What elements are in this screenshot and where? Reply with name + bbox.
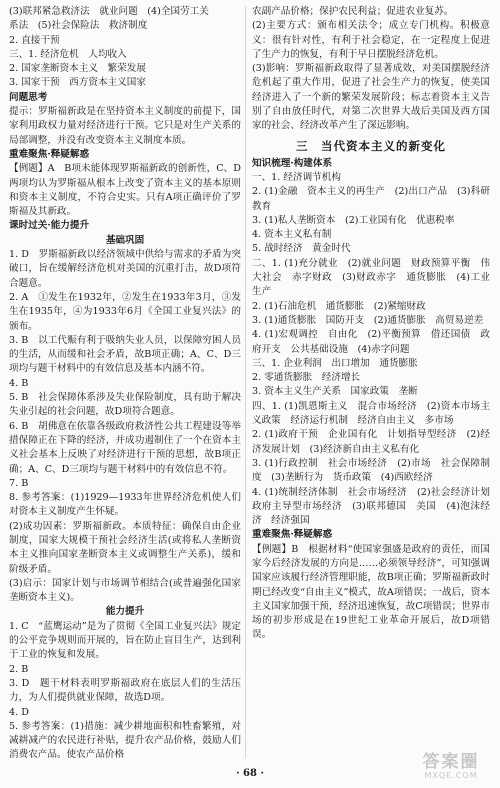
- answer-item: 2. (1)石油危机 通货膨胀 (2)紧缩财政: [252, 300, 426, 312]
- heading-key-points: 重难聚焦·释疑解惑: [9, 148, 90, 160]
- text-line: 农副产品价格；保护农民利益；促进农业复苏。: [252, 6, 454, 17]
- paragraph: (2)主要方式：颁布相关法令；成立专门机构。积极意义：很有针对性，有利于社会稳定，在一定程度上促进了生产力的恢复，有利于早日摆脱经济危机。: [252, 20, 490, 60]
- heading-knowledge: 知识梳理·构建体系: [252, 157, 333, 169]
- answer-item: 5. B 社会保障体系涉及失业保险制度，具有助于解决失业引起的社会问题，故D项符合题意。: [9, 392, 241, 418]
- answer-item: 5. 战时经济 黄金时代: [252, 243, 351, 255]
- answer-item: 3. (1)通货膨胀 国防开支 (2)通货膨胀 高贸易逆差: [252, 314, 484, 326]
- answer-item: 2. (1)金融 资本主义的再生产 (2)出口产品 (3)科研 教育: [252, 186, 500, 212]
- watermark-sub: MXQE.COM: [424, 771, 478, 780]
- answer-item: (2)成功因素：罗斯福新政。本质特征：确保自由企业制度，国家大规模干预社会经济生活(或将私人垄断资本主义推向国家垄断资本主义或调整生产关系)，缓和阶级矛盾。: [9, 520, 241, 575]
- subheading-ability: 能力提升: [105, 606, 145, 618]
- answer-item: 4. D: [9, 706, 29, 718]
- text-line: 三、1. 经济危机 人均收入: [9, 48, 127, 60]
- paragraph: 【例题】B 根据材料“使国家强盛是政府的责任，而国家今后经济发展的方向是……必须领导经济”，可知强调国家应该履行经济管理职能，故B项正确；罗斯福新政时期已经改变“自由主义”模式，故A项错误；一战后，资本主义国家加强干预，经济迅速恢复，故C项错误；世界市场的初步形成是在19世纪工业革命开展后，故D项错误。: [252, 543, 490, 641]
- answer-item: 4. (1)统制经济体制 社会市场经济 (2)社会经济计划 政府主导型市场经济 (3)联邦德国 美国 (4)泡沫经济 经济强国: [252, 486, 500, 527]
- subheading-basic: 基础巩固: [105, 234, 145, 246]
- answer-item: 4. 资本主义私有制: [252, 229, 332, 241]
- answer-item: 2. A ①发生在1932年，②发生在1933年3月，③发生在1935年，④为1933年6月《全国工业复兴法》的颁布。: [9, 291, 241, 332]
- text-line: (3)联邦紧急救济法 就业问题 (4)全国劳工关: [9, 6, 209, 17]
- answer-item: 3. 资本主义生产关系 国家政策 垄断: [252, 386, 418, 398]
- right-column: [252, 5, 500, 643]
- answer-item: 4. (1)宏观调控 自由化 (2)平衡预算 借还国债 政府开支 公共基础设施 (4)赤字问题: [252, 329, 490, 355]
- answer-item: 4. B: [9, 377, 29, 389]
- answer-item: 四、1. (1)凯恩斯主义 混合市场经济 (2)资本市场主义政策 经济运行机制 经济自由主义 多市场: [252, 400, 490, 427]
- heading-key-points: 重难聚焦·释疑解惑: [252, 529, 333, 541]
- answer-item: 三、1. 企业利润 出口增加 通货膨胀: [252, 357, 418, 369]
- answer-item: 3. B 以工代赈有利于吸纳失业人员，以保障穷困人员的生活，从而缓和社会矛盾，故B项正确；A、C、D三项均与题干材料中的有效信息及基本内涵不符。: [9, 334, 241, 375]
- text-line: 2. 国家垄断资本主义 繁荣发展: [9, 63, 146, 75]
- page-number: · 68 ·: [236, 768, 264, 779]
- answer-item: 5. 参考答案：(1)措施：减少耕地面积和牲畜繁殖，对减耕减产的农民进行补贴，提升农产品价格，鼓励人们消费农产品。使农产品价格: [9, 720, 241, 761]
- answer-item: 8. 参考答案：(1)1929—1933年世界经济危机使人们对资本主义制度产生怀疑。: [9, 492, 241, 518]
- answer-item: 3. (1)私人垄断资本 (2)工业国有化 优惠税率: [252, 214, 455, 226]
- watermark-logo: [408, 750, 494, 784]
- column-divider: [245, 6, 246, 758]
- answer-item: 3. (1)行政控制 社会市场经济 (2)市场 社会保障制度 (3)垄断行为 货币政策 (4)西欧经济: [252, 457, 490, 484]
- answer-item: 1. C “蓝鹰运动”是为了贯彻《全国工业复兴法》规定的公平竞争规则而开展的，旨在防止盲目生产，达到利于工业的恢复和发展。: [9, 620, 241, 661]
- answer-item: 7. B: [9, 477, 29, 489]
- paragraph: (3)影响：罗斯福新政取得了显著成效，对美国摆脱经济危机起了重大作用，促进了社会生产力的恢复，使美国经济进入了一个新的繁荣发展阶段；标志着资本主义告别了自由放任时代，对第二次世界大战后美国及西方国家的社会、经济改革产生了深远影响。: [252, 63, 490, 132]
- paragraph: 【例题】A B项未能体现罗斯福新政的创新性，C、D两项均认为罗斯福从根本上改变了资本主义的基本原则和资本主义制度，不符合史实。只有A项正确评价了罗斯福及其新政。: [9, 163, 241, 218]
- answer-item: (3)启示：国家计划与市场调节相结合(或普遍强化国家垄断资本主义)。: [9, 577, 241, 604]
- watermark-main: 答案圈: [422, 752, 480, 772]
- answer-item: 2. 零通货膨胀 经济增长: [252, 372, 361, 384]
- answer-item: 1. D 罗斯福新政以经济领域中供给与需求的矛盾为突破口，旨在缓解经济危机对美国的沉重打击，故D项符合题意。: [9, 249, 241, 289]
- answer-item: 2. B: [9, 663, 29, 675]
- heading-lesson-review: 课时过关·能力提升: [9, 220, 90, 232]
- section-title: 三 当代资本主义的新变化: [296, 138, 446, 153]
- answer-item: 二、1. (1)充分就业 (2)就业问题 财政预算平衡 伟大社会 赤字财政 (3)财政赤字 通货膨胀 (4)工业生产: [252, 257, 490, 298]
- text-line: 3. 国家干预 西方资本主义国家: [9, 77, 146, 89]
- text-line: 系法 (5)社会保险法 救济制度: [9, 20, 148, 32]
- paragraph: 提示：罗斯福新政是在坚持资本主义制度的前提下，国家利用政权力量对经济进行干预。它只是对生产关系的局部调整，并没有改变资本主义制度本质。: [9, 106, 241, 146]
- answer-item: 6. B 胡佛意在依靠各级政府救济性公共工程建设等举措保障正在下降的经济，并成功遏制住了一个在资本主义社会基本上反映了对经济进行干预的思想，故B项正确；A、C、D三项均与题干材料中的有效信息不符。: [9, 420, 241, 475]
- text-line: 2. 直接干预: [9, 34, 60, 46]
- answer-item: 一、1. 经济调节机构: [252, 171, 341, 183]
- answer-item: 2. (1)政府干预 企业国有化 计划指导型经济 (2)经济发展计划 (3)经济新自由主义私有化: [252, 429, 490, 455]
- left-column: [9, 5, 241, 763]
- answer-item: 3. D 题干材料表明罗斯福政府在底层人们的生活压力，为人们提供就业保障，故选D项。: [9, 677, 241, 704]
- heading-question-thinking: 问题思考: [9, 91, 48, 103]
